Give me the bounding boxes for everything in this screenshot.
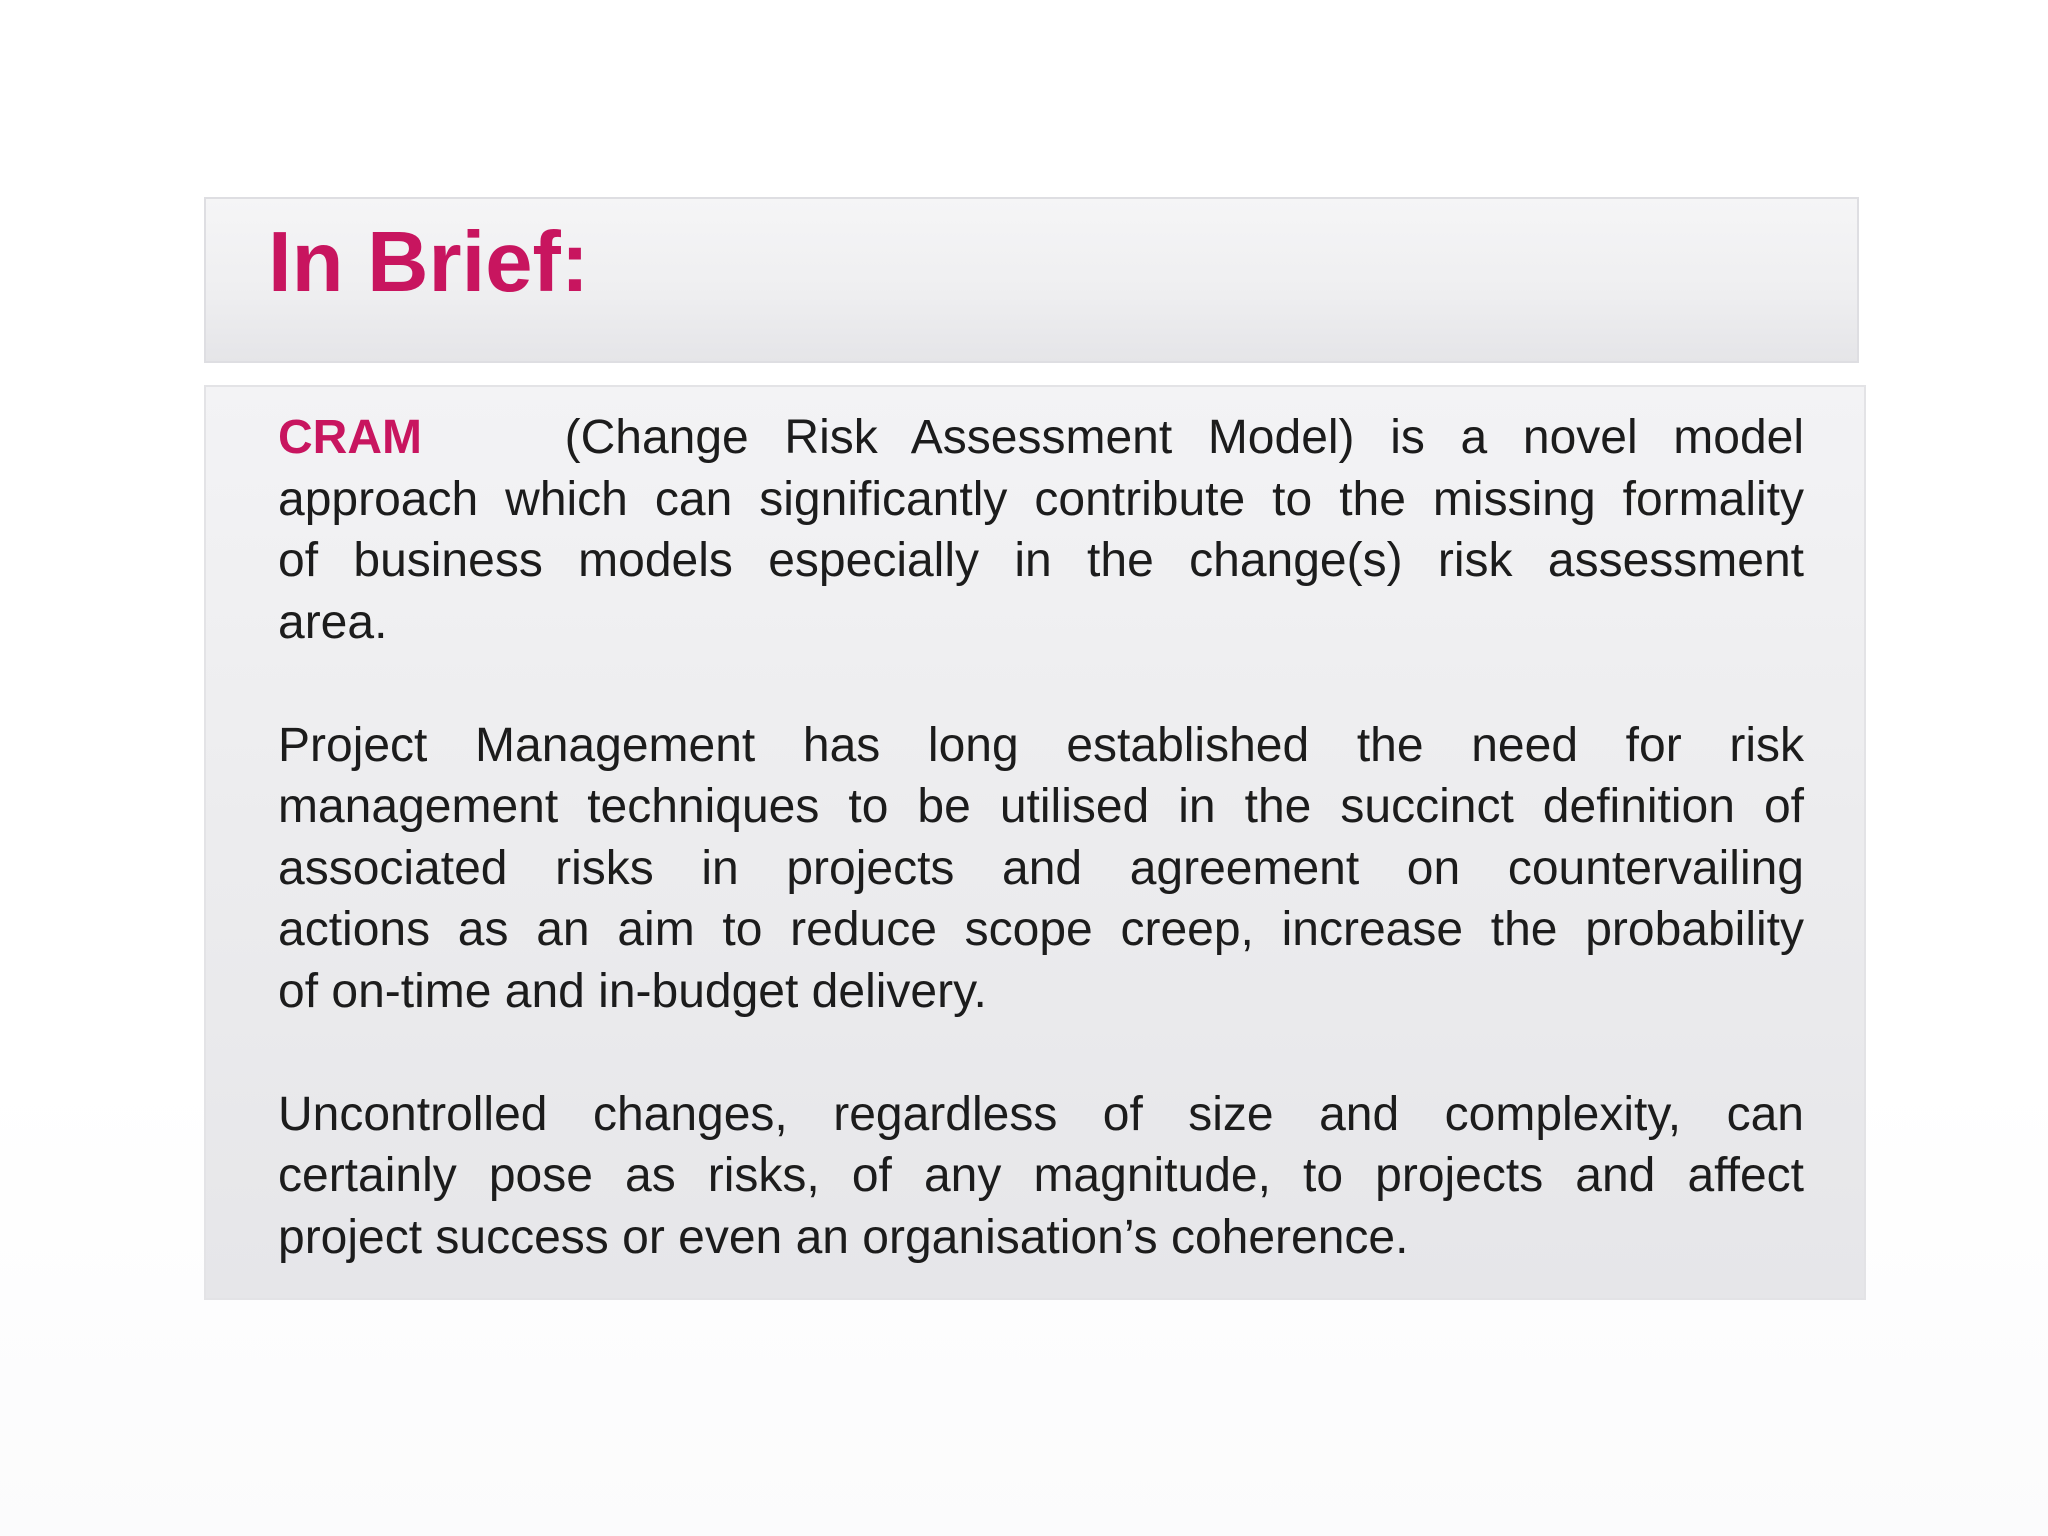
- body-text: [278, 407, 1804, 1268]
- text-line: Uncontrolled changes, regardless of size and complexity, can: [278, 1087, 1804, 1141]
- text-line: area.: [278, 595, 388, 649]
- text-line: associated risks in projects and agreement on countervailing: [278, 841, 1804, 895]
- paragraph-uncontrolled-changes: [278, 1084, 1804, 1269]
- content-panel: [204, 385, 1866, 1300]
- text-line: project success or even an organisation’s coherence.: [278, 1210, 1409, 1264]
- text-line: approach which can significantly contribute to the missing formality: [278, 472, 1804, 526]
- text-line: [278, 407, 1804, 469]
- title-panel: [204, 197, 1859, 363]
- paragraph-cram: [278, 407, 1804, 653]
- cram-acronym: CRAM: [278, 411, 422, 464]
- text-line: of on-time and in-budget delivery.: [278, 964, 987, 1018]
- slide-title: In Brief:: [268, 215, 590, 310]
- text-line: of business models especially in the change(s) risk assessment: [278, 534, 1804, 587]
- text-fragment: (Change Risk Assessment Model) is a novel model: [564, 411, 1805, 464]
- text-line: management techniques to be utilised in the succinct definition of: [278, 780, 1804, 833]
- text-line: actions as an aim to reduce scope creep, increase the probability: [278, 903, 1804, 956]
- text-line: Project Management has long established the need for risk: [278, 718, 1804, 772]
- paragraph-project-management: [278, 715, 1804, 1023]
- text-line: certainly pose as risks, of any magnitude, to projects and affect: [278, 1149, 1804, 1202]
